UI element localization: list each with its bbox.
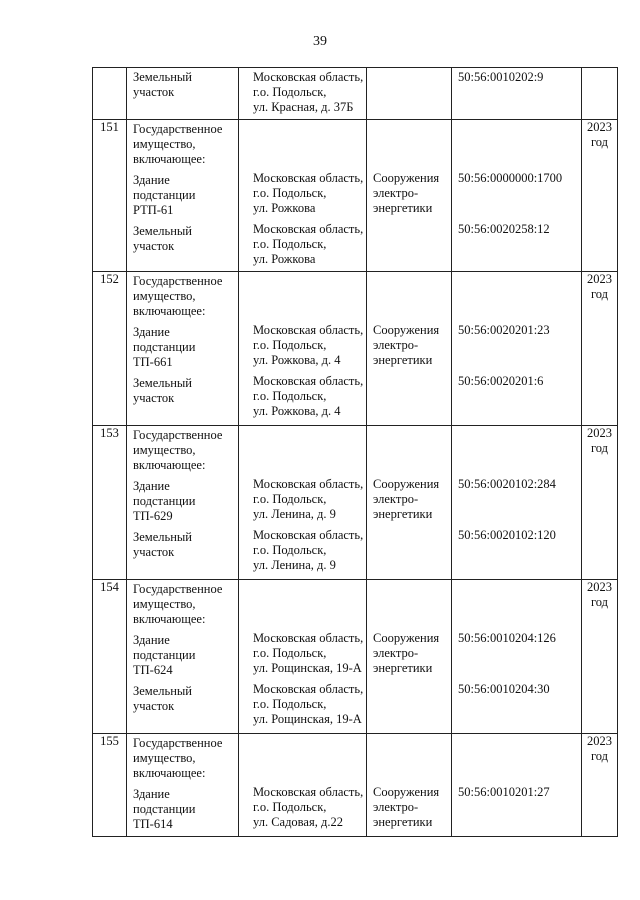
group-header: Государственное имущество, включающее:: [133, 428, 223, 472]
object-address: Московская область, г.о. Подольск, ул. Красная, д. 37Б: [253, 70, 364, 114]
row-number-cell: [93, 120, 127, 272]
object-type-cell: [367, 580, 452, 734]
object-name-cell: [127, 580, 239, 734]
object-type: Сооружения электро- энергетики: [373, 171, 440, 215]
cadastral-number: 50:56:0000000:1700: [458, 171, 563, 185]
object-name: Здание подстанции ТП-629: [133, 479, 196, 523]
object-type: Сооружения электро- энергетики: [373, 631, 440, 675]
object-address: Московская область, г.о. Подольск, ул. Рощинская, 19-А: [253, 682, 364, 726]
year: 2023 год: [587, 734, 612, 763]
year: 2023 год: [587, 426, 612, 455]
object-name: Здание подстанции ТП-624: [133, 633, 196, 677]
cadastral-number: 50:56:0010202:9: [458, 70, 544, 84]
object-address: Московская область, г.о. Подольск, ул. Рожкова, д. 4: [253, 323, 364, 367]
object-name: Земельный участок: [133, 530, 192, 559]
object-address-cell: [239, 120, 367, 272]
object-name: Земельный участок: [133, 376, 192, 405]
group-header: Государственное имущество, включающее:: [133, 274, 223, 318]
group-header: Государственное имущество, включающее:: [133, 582, 223, 626]
cadastral-cell: [452, 734, 582, 837]
object-name: Здание подстанции ТП-614: [133, 787, 196, 831]
object-type: Сооружения электро- энергетики: [373, 323, 440, 367]
object-name: Земельный участок: [133, 684, 192, 713]
header-spacer: [239, 120, 366, 169]
header-spacer: [239, 734, 366, 783]
header-spacer: [452, 426, 581, 475]
row-number: 152: [100, 272, 119, 286]
row-number-cell: [93, 580, 127, 734]
object-type: Сооружения электро- энергетики: [373, 785, 440, 829]
year: 2023 год: [587, 580, 612, 609]
object-name-cell: [127, 272, 239, 426]
header-spacer: [367, 120, 451, 169]
cadastral-cell: [452, 272, 582, 426]
table-row-group: [93, 580, 618, 734]
object-address-cell: [239, 272, 367, 426]
object-address: Московская область, г.о. Подольск, ул. Рожкова, д. 4: [253, 374, 364, 418]
header-spacer: [367, 580, 451, 629]
object-address: Московская область, г.о. Подольск, ул. Рощинская, 19-А: [253, 631, 364, 675]
header-spacer: [239, 272, 366, 321]
row-number: 155: [100, 734, 119, 748]
group-header: Государственное имущество, включающее:: [133, 122, 223, 166]
object-type: [367, 372, 451, 423]
cadastral-cell: [452, 120, 582, 272]
row-number-cell: [93, 734, 127, 837]
table-row-continuation: [93, 68, 618, 120]
object-address-cell: [239, 734, 367, 837]
header-spacer: [452, 580, 581, 629]
header-spacer: [239, 580, 366, 629]
row-number-cell: [93, 426, 127, 580]
header-spacer: [452, 120, 581, 169]
header-spacer: [367, 426, 451, 475]
object-name-cell: [127, 426, 239, 580]
object-type: [367, 680, 451, 731]
header-spacer: [239, 426, 366, 475]
cadastral-number: 50:56:0020102:120: [458, 528, 556, 542]
cadastral-number: 50:56:0020201:6: [458, 374, 544, 388]
row-number: 154: [100, 580, 119, 594]
cadastral-number: 50:56:0020201:23: [458, 323, 550, 337]
object-type-cell: [367, 426, 452, 580]
page-number: 39: [313, 34, 327, 49]
cadastral-cell: [452, 580, 582, 734]
header-spacer: [452, 272, 581, 321]
year-cell: [582, 426, 618, 580]
year-cell: [582, 272, 618, 426]
object-address-cell: [239, 580, 367, 734]
cadastral-number: 50:56:0020102:284: [458, 477, 556, 491]
row-number-cell: [93, 68, 127, 120]
object-type: [367, 220, 451, 271]
cadastral-number: 50:56:0010201:27: [458, 785, 550, 799]
object-name-cell: [127, 120, 239, 272]
table-row-group: [93, 734, 618, 837]
object-address-cell: [239, 426, 367, 580]
cadastral-cell: [452, 426, 582, 580]
object-name: Земельный участок: [133, 70, 192, 99]
row-number: 153: [100, 426, 119, 440]
year: 2023 год: [587, 120, 612, 149]
year-cell: [582, 580, 618, 734]
group-header: Государственное имущество, включающее:: [133, 736, 223, 780]
cadastral-number: 50:56:0010204:126: [458, 631, 556, 645]
object-address: Московская область, г.о. Подольск, ул. Садовая, д.22: [253, 785, 364, 829]
header-spacer: [367, 734, 451, 783]
object-address: Московская область, г.о. Подольск, ул. Ленина, д. 9: [253, 528, 364, 572]
object-address: Московская область, г.о. Подольск, ул. Ленина, д. 9: [253, 477, 364, 521]
cadastral-number: 50:56:0020258:12: [458, 222, 550, 236]
row-number-cell: [93, 272, 127, 426]
property-table: [92, 67, 618, 837]
year-cell: [582, 734, 618, 837]
object-type: Сооружения электро- энергетики: [373, 477, 440, 521]
table-row-group: [93, 426, 618, 580]
object-type-cell: [367, 734, 452, 837]
object-type: [367, 526, 451, 577]
table-row-group: [93, 120, 618, 272]
table-row-group: [93, 272, 618, 426]
object-type-cell: [367, 272, 452, 426]
row-number: 151: [100, 120, 119, 134]
object-address: Московская область, г.о. Подольск, ул. Рожкова: [253, 222, 364, 266]
year-cell: [582, 68, 618, 120]
header-spacer: [367, 272, 451, 321]
year-cell: [582, 120, 618, 272]
object-name-cell: [127, 734, 239, 837]
cadastral-number: 50:56:0010204:30: [458, 682, 550, 696]
header-spacer: [452, 734, 581, 783]
object-type-cell: [367, 120, 452, 272]
table-body: [93, 68, 618, 837]
object-address: Московская область, г.о. Подольск, ул. Рожкова: [253, 171, 364, 215]
object-name: Здание подстанции РТП-61: [133, 173, 196, 217]
object-name: Земельный участок: [133, 224, 192, 253]
year: 2023 год: [587, 272, 612, 301]
object-name: Здание подстанции ТП-661: [133, 325, 196, 369]
